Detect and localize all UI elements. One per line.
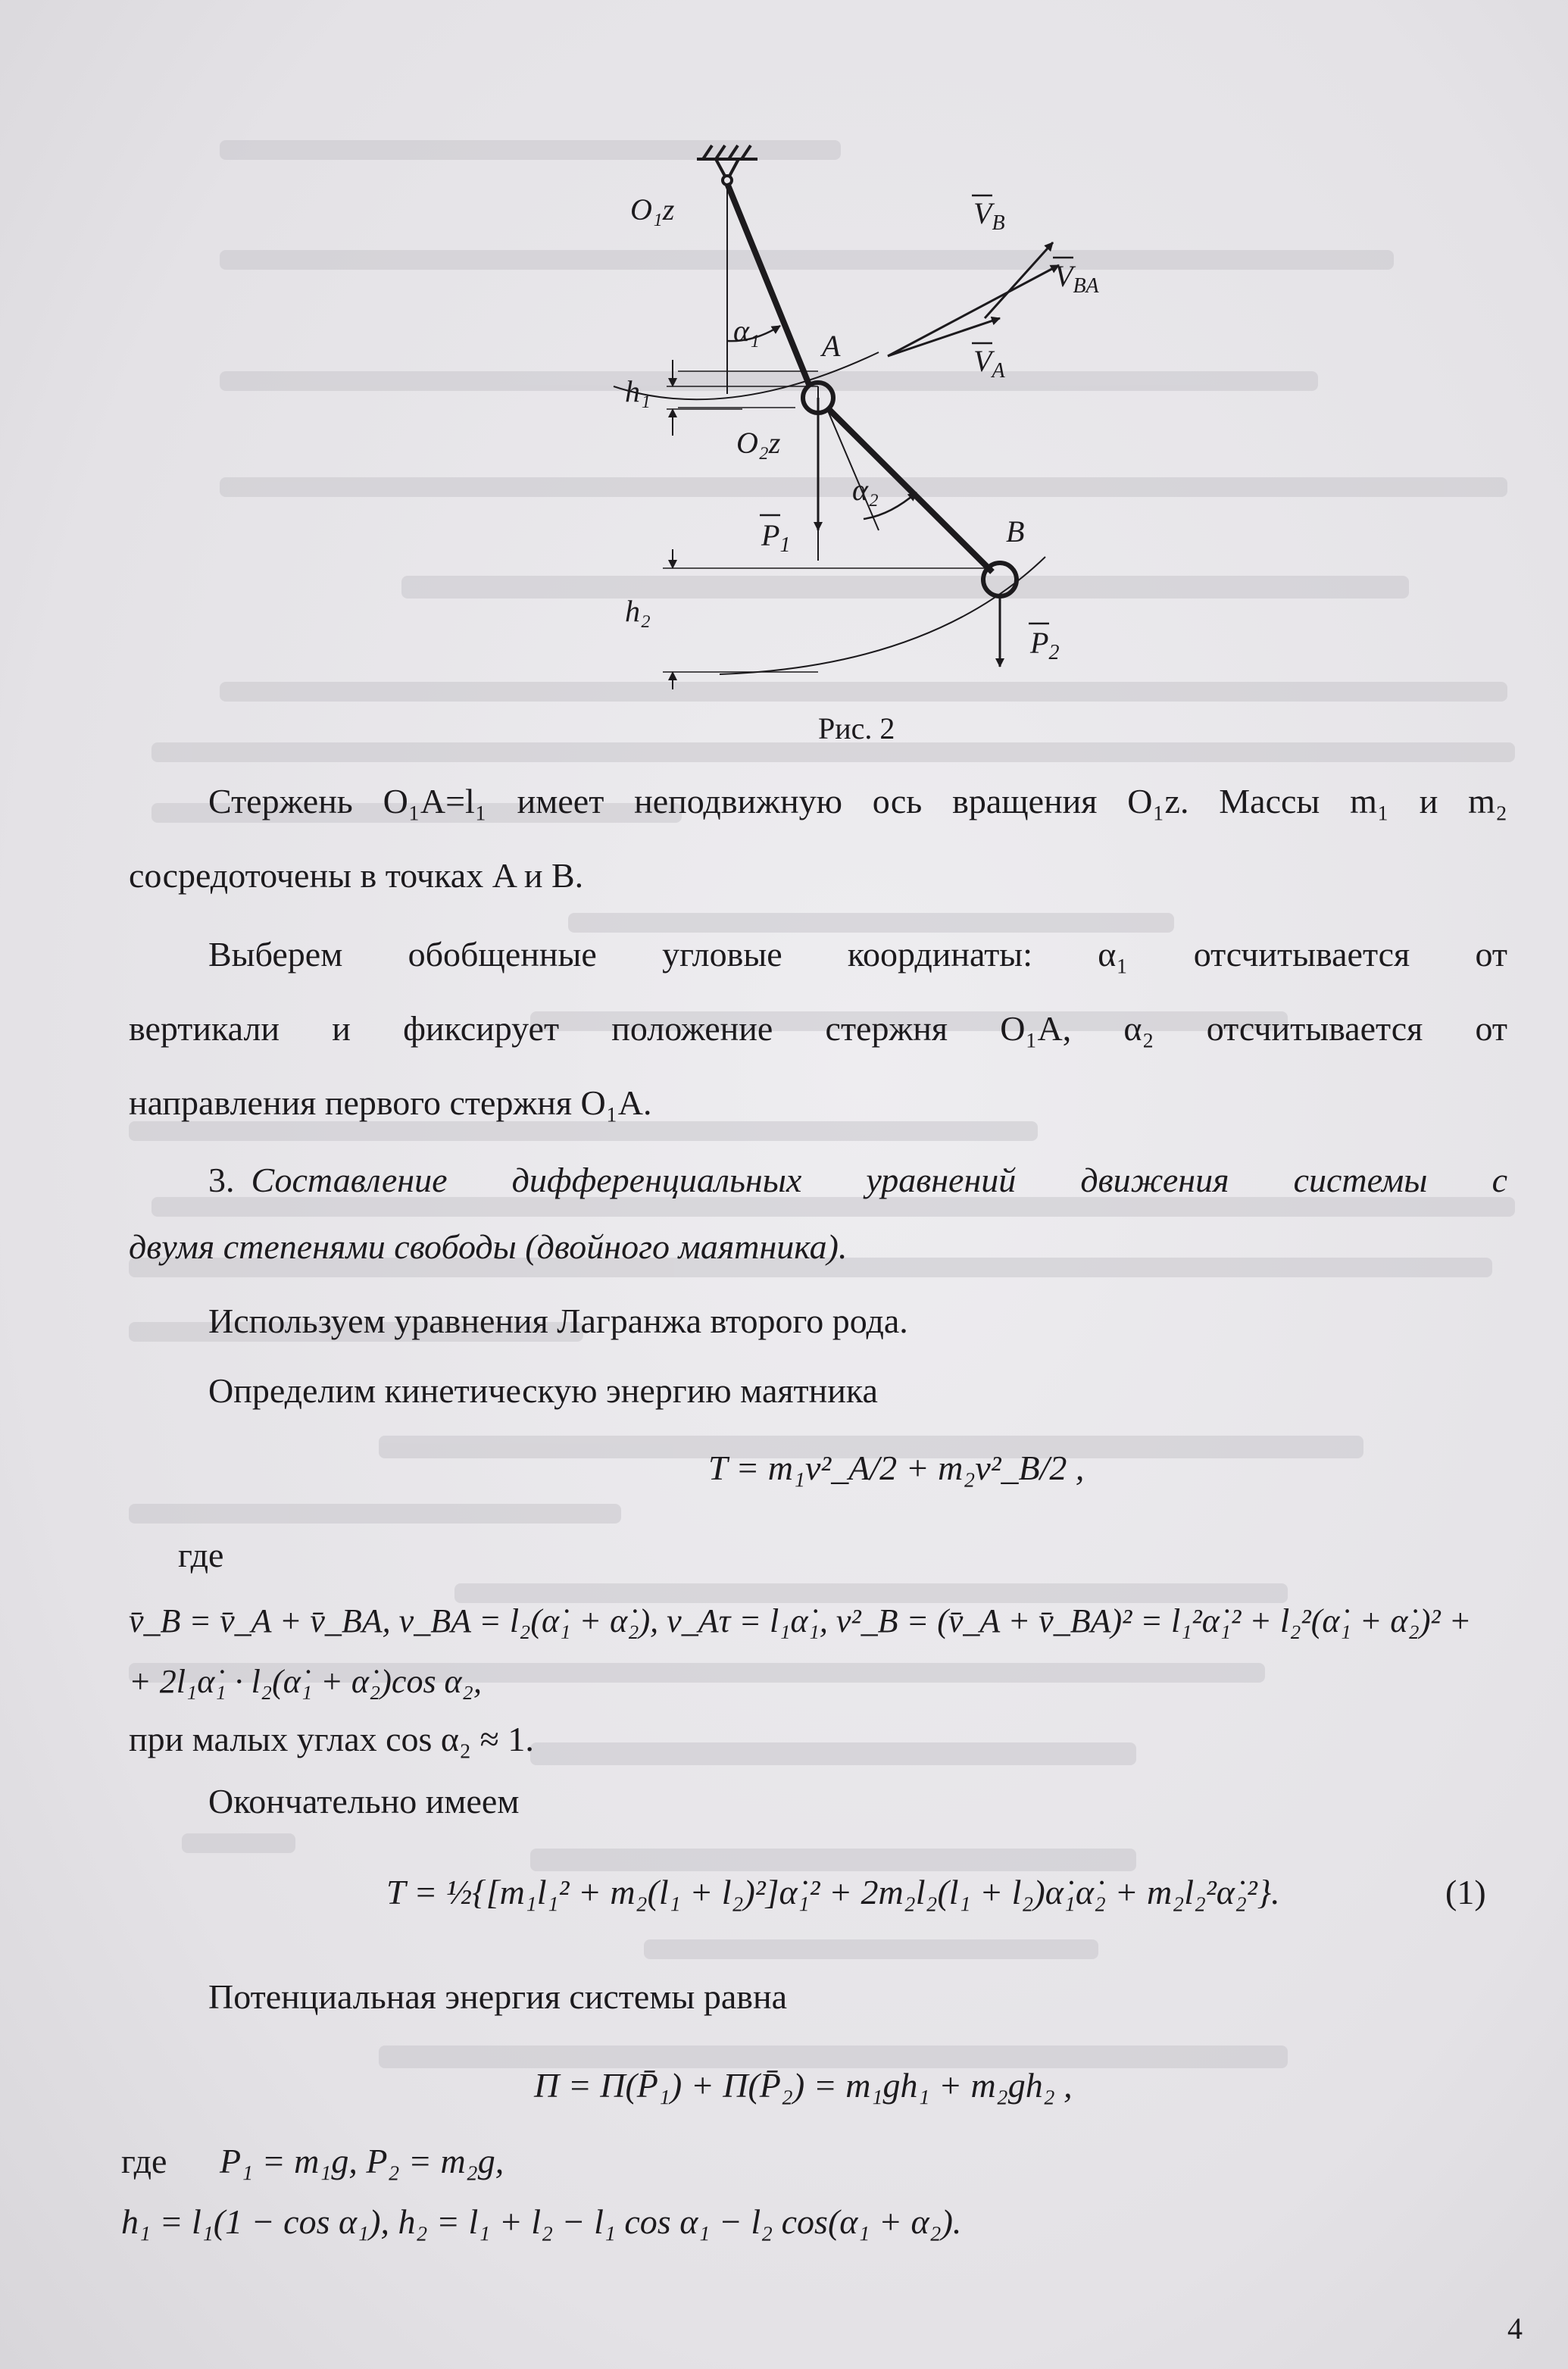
- formula-kinetic-t: T = m₁v²_A/2 + m₂v²_B/2 ,: [708, 1449, 1085, 1487]
- label-p1-sub: 1: [779, 533, 791, 557]
- svg-text:VB: [973, 196, 1005, 235]
- figure-caption: Рис. 2: [818, 711, 895, 745]
- small-angles-note: при малых углах cos α₂ ≈ 1.: [129, 1720, 534, 1758]
- section-title-line1: Составление дифференциальных уравнений движения системы с: [251, 1161, 1507, 1199]
- finally-label: Окончательно имеем: [208, 1782, 520, 1821]
- svg-text:VA: [973, 344, 1005, 383]
- equation-number-1: (1): [1445, 1873, 1486, 1911]
- fixed-support-icon: [697, 145, 757, 185]
- label-b: B: [1006, 514, 1025, 548]
- where-label-2: где: [121, 2142, 167, 2180]
- label-o1z: O₁z: [630, 192, 675, 227]
- label-va-sub: A: [992, 359, 1005, 383]
- label-vba-sub: BA: [1073, 274, 1099, 298]
- svg-text:P2: [1029, 626, 1059, 664]
- label-o2z: O₂z: [736, 426, 781, 460]
- para2-line1: Выберем обобщенные угловые координаты: α₁ отсчитывается от: [208, 935, 1507, 974]
- page-number: 4: [1507, 2311, 1523, 2346]
- para1-line1: Стержень O₁A=l₁ имеет неподвижную ось вращения O₁z. Массы m₁ и m₂: [208, 782, 1507, 820]
- para4: Определим кинетическую энергию маятника: [208, 1371, 878, 1410]
- section-heading-line1: [208, 1159, 1507, 1202]
- label-vb: V: [973, 196, 992, 230]
- para3: Используем уравнения Лагранжа второго рода.: [208, 1302, 908, 1340]
- formula-velocity-line2: + 2l₁α̇₁ · l₂(α̇₁ + α̇₂)cos α₂,: [129, 1663, 482, 1700]
- label-p1: P: [761, 518, 780, 552]
- label-va: V: [973, 344, 992, 378]
- where-label-1: где: [178, 1536, 224, 1574]
- label-vba: V: [1054, 259, 1073, 293]
- mass-b: [983, 563, 1017, 596]
- svg-text:P1: [761, 518, 790, 557]
- svg-text:VBA: [1054, 259, 1100, 298]
- label-p2: P: [1030, 626, 1049, 660]
- para2-line3: направления первого стержня O₁A.: [129, 1083, 652, 1122]
- section-number: 3.: [208, 1161, 235, 1199]
- para2-line2: вертикали и фиксирует положение стержня O₁A, α₂ отсчитывается от: [129, 1009, 1507, 1048]
- label-p2-sub: 2: [1048, 641, 1060, 664]
- label-vb-sub: B: [992, 211, 1005, 235]
- double-pendulum-figure: [591, 136, 1386, 742]
- formula-weights: P₁ = m₁g, P₂ = m₂g,: [220, 2142, 504, 2180]
- formula-heights: h₁ = l₁(1 − cos α₁), h₂ = l₁ + l₂ − l₁ cos α₁ − l₂ cos(α₁ + α₂).: [121, 2202, 962, 2241]
- section-title-line2: двумя степенями свободы (двойного маятника).: [129, 1227, 848, 1266]
- rod-o1a: [727, 183, 810, 386]
- label-h1: h₁: [625, 374, 651, 408]
- formula-kinetic-final: T = ½{[m₁l₁² + m₂(l₁ + l₂)²]α̇₁² + 2m₂l₂(l₁ + l₂)α̇₁α̇₂ + m₂l₂²α̇₂²}.: [386, 1873, 1280, 1911]
- potential-label: Потенциальная энергия системы равна: [208, 1977, 788, 2016]
- label-alpha2: α₂: [852, 473, 879, 507]
- para1-line2: сосредоточены в точках A и B.: [129, 856, 584, 895]
- label-h2: h₂: [625, 594, 651, 628]
- formula-potential: Π = Π(P̄₁) + Π(P̄₂) = m₁gh₁ + m₂gh₂ ,: [534, 2066, 1073, 2105]
- formula-velocity-line1: v̄_B = v̄_A + v̄_BA, v_BA = l₂(α̇₁ + α̇₂), v_Aτ = l₁α̇₁, v²_B = (v̄_A + v̄_BA)² = l₁²α̇₁² + l₂²(α̇₁ + α̇₂)² +: [129, 1602, 1472, 1639]
- label-a: A: [822, 329, 841, 363]
- label-alpha1: α₁: [733, 314, 760, 348]
